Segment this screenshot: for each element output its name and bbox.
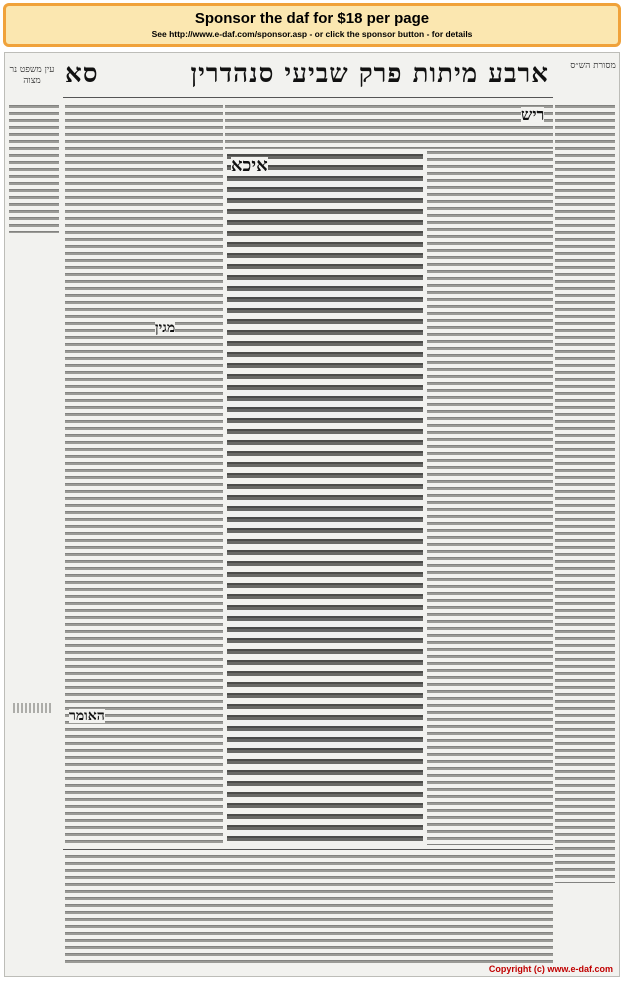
copyright-notice[interactable]: Copyright (c) www.e-daf.com: [488, 964, 613, 974]
sponsor-title: Sponsor the daf for $18 per page: [194, 10, 430, 27]
daf-number: סא: [65, 59, 99, 89]
tosafot-heading: מגין: [155, 320, 176, 336]
tosafot-heading-2: האומר: [69, 708, 105, 724]
talmud-page-image: [4, 52, 620, 977]
gemara-column: [227, 151, 423, 845]
page-title: ארבע מיתות פרק שביעי סנהדרין: [190, 59, 549, 89]
gemara-opener: איכא: [231, 155, 268, 176]
rashi-opener: ריש: [521, 105, 545, 124]
page-header: [65, 59, 549, 93]
sponsor-subtitle[interactable]: See http://www.e-daf.com/sponsor.asp - or click the sponsor button - for details: [151, 29, 473, 39]
header-rule: [63, 97, 553, 98]
rashi-top-block: [225, 103, 553, 149]
ein-mishpat-column: [9, 103, 59, 233]
bottom-rule: [63, 849, 553, 850]
bottom-commentary: [65, 853, 553, 967]
mesoret-hashas-label: מסורת הש״ס: [570, 61, 616, 71]
rashi-column: [427, 149, 553, 845]
ein-mishpat-label: עין משפט נר מצוה: [9, 65, 55, 86]
sponsor-banner[interactable]: [3, 3, 621, 47]
tosafot-column: [65, 103, 223, 845]
margin-note: [13, 703, 53, 713]
mesoret-column: [555, 103, 615, 883]
